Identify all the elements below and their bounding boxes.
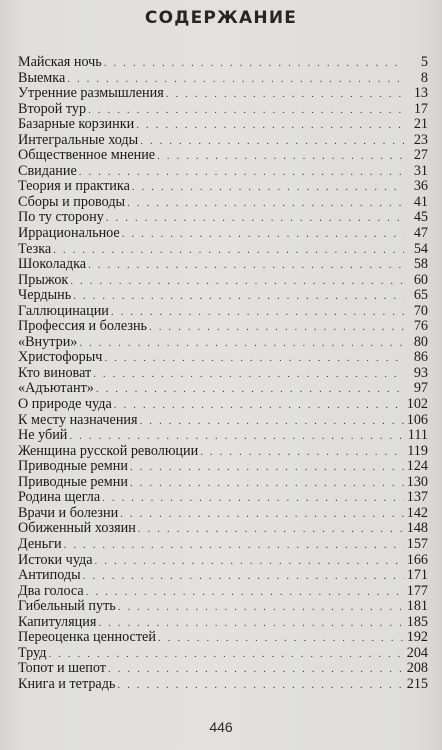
dot-leader [53,243,404,259]
dot-leader [136,118,404,134]
dot-leader [157,149,404,165]
toc-entry-page: 181 [406,598,428,615]
dot-leader [106,211,404,227]
toc-entry-title: Базарные корзинки [18,116,135,133]
toc-entry-page: 102 [406,396,428,413]
toc-entry-title: Деньги [18,535,62,552]
toc-entry-page: 137 [406,489,428,506]
toc-entry-page: 21 [413,116,428,133]
toc-entry-page: 171 [406,567,428,584]
toc-entry [18,630,428,646]
toc-entry-title: Гибельный путь [18,598,116,615]
toc-entry-title: Обиженный хозяин [18,520,136,537]
dot-leader [79,336,404,352]
toc-entry-page: 157 [406,535,428,552]
dot-leader [83,569,404,585]
dot-leader [88,103,404,119]
toc-entry-page: 45 [413,209,428,226]
toc-entry [18,210,428,226]
dot-leader [117,678,404,694]
toc-entry-page: 76 [413,318,428,335]
toc-entry-title: Капитуляция [18,613,97,630]
toc-entry [18,568,428,584]
page-number: 446 [209,719,233,735]
toc-entry-title: Свидание [18,162,77,179]
toc-entry-page: 148 [406,520,428,537]
toc-entry-page: 130 [406,473,428,490]
toc-entry-title: По ту сторону [18,209,104,226]
toc-entry-page: 70 [413,302,428,319]
toc-entry-page: 17 [413,100,428,117]
dot-leader [158,631,404,647]
toc-entry-page: 47 [413,225,428,242]
toc-entry-title: Врачи и болезни [18,504,119,521]
dot-leader [120,507,404,523]
toc-entry-title: Чердынь [18,287,72,304]
toc-entry-page: 142 [406,504,428,521]
toc-entry-title: Утренние размышления [18,85,164,102]
toc-entry-page: 36 [413,178,428,195]
dot-leader [102,491,404,507]
toc-entry-title: «Адъютант» [18,380,94,397]
toc-entry-page: 166 [406,551,428,568]
toc-entry-page: 208 [406,660,428,677]
toc-entry [18,117,428,133]
toc-entry-title: Переоценка ценностей [18,629,156,646]
toc-entry [18,102,428,118]
toc-entry-page: 58 [413,256,428,273]
toc-entry [18,490,428,506]
toc-entry [18,397,428,413]
toc-entry-title: Труд [18,644,47,661]
dot-leader [140,134,404,150]
toc-entry-title: Христофорыч [18,349,103,366]
toc-entry-page: 106 [406,411,428,428]
dot-leader [96,382,404,398]
toc-entry [18,226,428,242]
toc-entry-title: Приводные ремни [18,458,128,475]
toc-entry-page: 192 [406,629,428,646]
toc-entry-page: 124 [406,458,428,475]
toc-entry [18,335,428,351]
toc-entry-title: Выемка [18,69,66,86]
toc-entry-page: 60 [413,271,428,288]
toc-entry [18,677,428,693]
toc-entry [18,646,428,662]
toc-entry [18,242,428,258]
toc-entry-title: Сборы и проводы [18,193,126,210]
toc-entry-title: Интегральные ходы [18,131,139,148]
toc-entry [18,475,428,491]
dot-leader [64,538,404,554]
dot-leader [104,56,404,72]
toc-entry-page: 54 [413,240,428,257]
toc-entry-title: Антиподы [18,567,81,584]
toc-entry [18,366,428,382]
toc-entry [18,553,428,569]
toc-entry-title: О природе чуда [18,396,112,413]
toc-entry [18,537,428,553]
toc-entry-title: Родина щегла [18,489,101,506]
toc-entry [18,133,428,149]
toc-entry [18,428,428,444]
toc-entry-title: К месту назначения [18,411,138,428]
toc-entry-page: 177 [406,582,428,599]
dot-leader [140,414,404,430]
toc-entry-page: 13 [413,85,428,102]
toc-entry-page: 41 [413,193,428,210]
dot-leader [70,274,404,290]
toc-entry-page: 215 [406,675,428,692]
toc-entry-title: Топот и шепот [18,660,106,677]
dot-leader [122,227,404,243]
toc-entry-title: Истоки чуда [18,551,93,568]
toc-entry-title: Приводные ремни [18,473,128,490]
toc-entry [18,615,428,631]
toc-entry [18,599,428,615]
toc-entry-page: 31 [413,162,428,179]
dot-leader [104,351,404,367]
toc-entry [18,257,428,273]
dot-leader [111,305,404,321]
dot-leader [166,87,404,103]
toc-entry [18,304,428,320]
toc-entry [18,55,428,71]
toc-entry-title: Галлюцинации [18,302,109,319]
toc-entry [18,273,428,289]
toc-entry-title: Теория и практика [18,178,130,195]
toc-entry-title: Иррациональное [18,225,120,242]
dot-leader [73,289,404,305]
dot-leader [200,445,404,461]
toc-entry-title: Прыжок [18,271,69,288]
dot-leader [130,460,404,476]
toc-entry-title: Общественное мнение [18,147,156,164]
toc-entry [18,71,428,87]
toc-entry-page: 80 [413,333,428,350]
toc-entry-page: 86 [413,349,428,366]
toc-entry [18,506,428,522]
toc-entry-title: Женщина русской революции [18,442,199,459]
toc-entry-page: 93 [413,364,428,381]
toc-entry [18,521,428,537]
toc-entry [18,444,428,460]
toc-entry-title: Книга и тетрадь [18,675,116,692]
toc-entry [18,179,428,195]
page-heading: СОДЕРЖАНИЕ [144,8,298,28]
toc-entry-title: Второй тур [18,100,87,117]
toc-entry-page: 23 [413,131,428,148]
toc-entry [18,86,428,102]
dot-leader [88,258,404,274]
toc-entry-title: «Внутри» [18,333,78,350]
dot-leader [95,554,404,570]
toc-entry [18,584,428,600]
toc-entry [18,350,428,366]
toc-entry [18,148,428,164]
dot-leader [132,180,404,196]
toc-entry-title: Два голоса [18,582,84,599]
toc-entry [18,381,428,397]
dot-leader [138,522,404,538]
toc-entry-page: 204 [406,644,428,661]
dot-leader [86,585,404,601]
dot-leader [93,367,404,383]
toc-entry-page: 111 [407,427,428,444]
toc-entry-title: Шоколадка [18,256,87,273]
toc-entry-page: 5 [420,54,428,70]
toc-entry [18,288,428,304]
dot-leader [108,662,404,678]
toc-entry [18,319,428,335]
dot-leader [127,196,404,212]
toc-entry-page: 119 [407,442,428,459]
toc-entry [18,661,428,677]
toc-entry-page: 185 [406,613,428,630]
toc-entry-title: Профессия и болезнь [18,318,148,335]
toc-entry [18,164,428,180]
dot-leader [114,398,404,414]
toc-entry [18,413,428,429]
dot-leader [130,476,404,492]
toc-entry-page: 27 [413,147,428,164]
dot-leader [118,600,404,616]
toc-entry-page: 8 [420,69,428,86]
table-of-contents [18,55,428,692]
toc-entry [18,195,428,211]
toc-entry-title: Не убий [18,427,68,444]
toc-entry [18,459,428,475]
toc-entry-page: 97 [413,380,428,397]
toc-entry-title: Тезка [18,240,52,257]
toc-entry-title: Майская ночь [18,54,102,70]
toc-entry-page: 65 [413,287,428,304]
toc-entry-title: Кто виноват [18,364,92,381]
dot-leader [149,320,404,336]
